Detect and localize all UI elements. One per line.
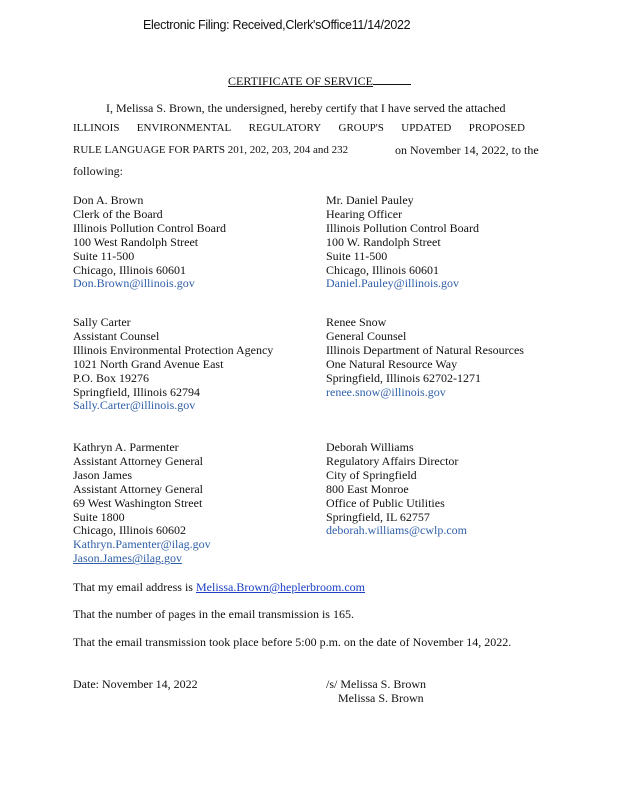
pages-statement: That the number of pages in the email transmission is 165. [73, 607, 354, 621]
recipient-line: Kathryn A. Parmenter [73, 440, 179, 454]
intro-word: GROUP'S [338, 122, 384, 134]
recipient-line: Springfield, Illinois 62702-1271 [326, 370, 481, 385]
recipient-line: Suite 1800 [73, 509, 125, 524]
intro-line-3-left: RULE LANGUAGE FOR PARTS 201, 202, 203, 204 and 232 [73, 144, 349, 156]
recipient-line: Illinois Environmental Protection Agency [73, 342, 274, 357]
recipient-line: Regulatory Affairs Director [326, 453, 459, 468]
recipient-block [326, 194, 479, 291]
recipient-email-link[interactable]: Don.Brown@illinois.gov [73, 276, 195, 291]
recipient-email-link[interactable]: Jason.James@ilag.gov [73, 551, 183, 566]
recipient-line: Renee Snow [326, 315, 387, 329]
recipient-line: P.O. Box 19276 [73, 370, 150, 385]
recipient-line: City of Springfield [326, 467, 417, 482]
recipient-email-link[interactable]: Daniel.Pauley@illinois.gov [326, 276, 460, 291]
intro-line-3-right: on November 14, 2022, to the [395, 143, 539, 157]
recipient-email-link[interactable]: renee.snow@illinois.gov [326, 384, 446, 399]
recipient-line: Illinois Pollution Control Board [326, 220, 480, 235]
recipient-line: Deborah Williams [326, 440, 414, 454]
recipient-line: Assistant Counsel [73, 328, 160, 343]
recipient-line: 1021 North Grand Avenue East [73, 356, 224, 371]
intro-line-4: following: [73, 164, 123, 178]
recipient-line: Jason James [73, 467, 132, 482]
recipient-email-link[interactable]: Sally.Carter@illinois.gov [73, 398, 196, 413]
email-statement [73, 580, 365, 595]
recipient-line: 100 West Randolph Street [73, 234, 199, 249]
recipient-line: Suite 11-500 [326, 248, 388, 263]
recipient-line: Suite 11-500 [73, 248, 135, 263]
intro-word: ILLINOIS [73, 122, 120, 134]
recipient-line: Illinois Department of Natural Resources [326, 342, 524, 357]
signature-line: /s/ Melissa S. Brown [326, 677, 427, 691]
signature-name: Melissa S. Brown [338, 691, 424, 705]
recipient-line: Illinois Pollution Control Board [73, 220, 227, 235]
intro-line-2 [73, 122, 525, 134]
recipient-block [326, 441, 467, 538]
recipient-line: Springfield, IL 62757 [326, 509, 430, 524]
recipient-block [326, 316, 524, 399]
recipient-line: 100 W. Randolph Street [326, 234, 441, 249]
recipient-line: Sally Carter [73, 315, 131, 329]
recipient-line: Assistant Attorney General [73, 481, 203, 496]
recipient-line: Assistant Attorney General [73, 453, 203, 468]
recipient-line: Springfield, Illinois 62794 [73, 384, 200, 399]
recipient-line: Hearing Officer [326, 206, 403, 221]
recipient-line: General Counsel [326, 328, 407, 343]
recipient-email-link[interactable]: Kathryn.Pamenter@ilag.gov [73, 537, 211, 552]
certificate-title: CERTIFICATE OF SERVICE [228, 74, 373, 88]
sender-email-link[interactable]: Melissa.Brown@heplerbroom.com [195, 580, 366, 594]
recipient-line: 800 East Monroe [326, 481, 409, 496]
recipient-block [73, 194, 226, 291]
email-statement-text: That my email address is [73, 580, 196, 594]
recipient-line: 69 West Washington Street [73, 495, 203, 510]
recipient-line: Chicago, Illinois 60602 [73, 523, 186, 538]
time-statement: That the email transmission took place before 5:00 p.m. on the date of November 14, 2022. [73, 635, 512, 649]
date-line: Date: November 14, 2022 [73, 677, 198, 691]
intro-word: UPDATED [401, 122, 452, 134]
page-title [228, 73, 411, 89]
recipient-line: Mr. Daniel Pauley [326, 193, 414, 207]
recipient-block [73, 441, 211, 566]
intro-line-1: I, Melissa S. Brown, the undersigned, hereby certify that I have served the attached [106, 101, 506, 115]
recipient-line: Chicago, Illinois 60601 [326, 262, 439, 277]
recipient-line: Don A. Brown [73, 193, 144, 207]
electronic-filing-stamp: Electronic Filing: Received,Clerk'sOffice11/14/2022 [143, 18, 411, 32]
recipient-email-link[interactable]: deborah.williams@cwlp.com [326, 523, 468, 538]
recipient-line: Chicago, Illinois 60601 [73, 262, 186, 277]
intro-word: REGULATORY [248, 122, 322, 134]
recipient-line: Office of Public Utilities [326, 495, 445, 510]
recipient-line: One Natural Resource Way [326, 356, 458, 371]
intro-word: PROPOSED [468, 122, 525, 134]
title-underline-extension [373, 73, 411, 85]
intro-word: ENVIRONMENTAL [136, 122, 232, 134]
recipient-line: Clerk of the Board [73, 206, 163, 221]
recipient-block [73, 316, 273, 413]
